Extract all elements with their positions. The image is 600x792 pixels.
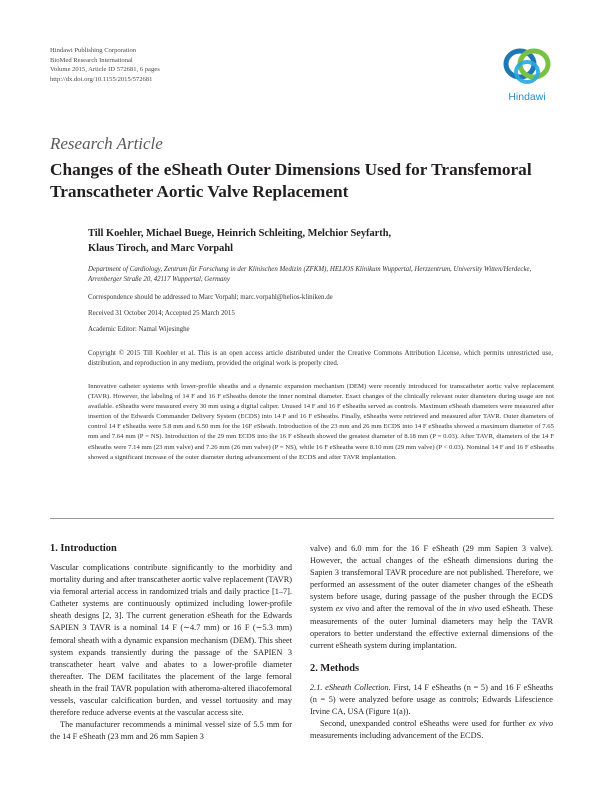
article-type: Research Article: [50, 134, 163, 153]
academic-editor: Academic Editor: Namal Wijesinghe: [88, 326, 190, 333]
in-vivo-term: in vivo: [459, 604, 482, 614]
author-list: [88, 227, 538, 257]
received-accepted-dates: Received 31 October 2014; Accepted 25 March 2015: [88, 310, 235, 317]
intro-paragraph-1: Vascular complications contribute significantly to the morbidity and mortality during and after transcatheter aortic valve replacement (TAVR) via femoral arterial access in randomized trials and daily practice [1–7]. Catheter systems are continuously optimized including lower-profile sheath designs [2, 3]. The current generation eSheath for the Edwards SAPIEN 3 TAVR is a nominal 14 F (∼4.7 mm) or 16 F (∼5.3 mm) femoral sheath with a dynamic expansion mechanism (DEM). This sheet system expands transiently during the passage of the SAPIEN 3 transcatheter heart valve and abates to a lower-profile diameter thereafter. The DEM facilitates the placement of the large femoral sheath in the frail TAVR population with atheroma-altered iliacofemoral vessels, vascular calcification burden, and vessel tortuosity and may therefore reduce adverse events at the vascular access site.: [50, 563, 292, 718]
introduction-heading: 1. Introduction: [50, 543, 117, 554]
volume-line: Volume 2015, Article ID 572681, 6 pages: [50, 66, 160, 74]
journal-header: [50, 46, 160, 84]
hindawi-logo: [497, 44, 557, 108]
intro-paragraph-2-continued: [310, 543, 553, 652]
doi-link[interactable]: http://dx.doi.org/10.1155/2015/572681: [50, 75, 153, 83]
methods-paragraph-2: [310, 718, 553, 742]
intro-text-a: valve) and 6.0 mm for the 16 F eSheath (29 mm Sapien 3 valve). However, the actual changes of the eSheath dimensions during the Sapien 3 transfemoral TAVR procedure are not published. Therefore, we performed an assessment of the outer diameter changes of the eSheath system before usage, during passage of the pusher through the ECDS system: [310, 544, 553, 614]
methods-text-2b: measurements including advancement of the ECDS.: [310, 731, 484, 741]
methods-text-2a: Second, unexpanded control eSheaths were used for further: [320, 719, 526, 729]
abstract: Innovative catheter systems with lower-profile sheaths and a dynamic expansion mechanism (DEM) were recently introduced for transcatheter aortic valve replacement (TAVR). However, the labeling of 14 F and 16 F eSheaths denote the inner nominal diameter. Exact changes of the clinically relevant outer diameters during usage are not available. eSheaths were measured every 30 mm using a digital caliper. Unused 14 F and 16 F eSheaths served as controls. Maximum eSheath diameters were measured after insertion of the Edwards Commander Delivery System (ECDS) into 14 F and 16 F eSheaths. Finally, eSheaths were retrieved and measured after TAVR. Outer diameters of control 14 F eSheaths were 5.8 mm and 6.50 mm for the 16F eSheath. Introduction of the 23 mm and 26 mm ECDS into 14 F eSheaths showed a maximum diameter of 7.65 mm and 7.64 mm (P = NS). Introduction of the 29 mm ECDS into the 16 F eSheath showed the greatest diameter of 8.18 mm (P = 0.03). After TAVR, diameters of the 14 F eSheaths were 7.14 mm (23 mm valve) and 7.26 mm (26 mm valve) (P = NS), while 16 F eSheaths were 8.10 mm (29 mm valve) (P < 0.03). Nominal 14 F and 16 F eSheaths showed a significant increase of the outer diameter during advancement of the ECDS and after TAVR implantation.: [88, 383, 554, 461]
intro-paragraph-2: The manufacturer recommends a minimal vessel size of 5.5 mm for the 14 F eSheath (23 mm and 26 mm Sapien 3: [50, 720, 292, 742]
affiliation: Department of Cardiology, Zentrum für Forschung in der Klinischen Medizin (ZFKM), HELIOS Klinikum Wuppertal, Herzzentrum, University Witten/Herdecke, Arrenberger Straße 20, 42117 Wuppertal, Germany: [88, 266, 532, 284]
authors-line-1: Till Koehler, Michael Buege, Heinrich Schleiting, Melchior Seyfarth,: [88, 228, 392, 239]
methods-heading: 2. Methods: [310, 662, 360, 674]
publisher-line: Hindawi Publishing Corporation: [50, 47, 137, 54]
ex-vivo-term-2: ex vivo: [528, 719, 553, 729]
hindawi-logo-text: Hindawi: [508, 91, 546, 103]
ex-vivo-term: ex vivo: [335, 604, 360, 614]
right-column: [310, 543, 553, 742]
abstract-divider: [50, 518, 554, 519]
methods-paragraph-1: [310, 682, 553, 718]
copyright-notice: Copyright © 2015 Till Koehler et al. This is an open access article distributed under the Creative Commons Attribution License, which permits unrestricted use, distribution, and reproduction in any medium, provided the original work is properly cited.: [88, 350, 553, 368]
intro-text-b: and after the removal of the: [362, 604, 457, 614]
correspondence: Correspondence should be addressed to Marc Vorpahl; marc.vorpahl@helios-kliniken.de: [88, 294, 333, 301]
esheath-collection-subheading: 2.1. eSheath Collection.: [310, 682, 391, 692]
left-column: [50, 542, 292, 743]
methods-text-1: First, 14 F eSheaths (n = 5) and 16 F eSheaths (n = 5) were analyzed before usage as controls; Edwards Lifescience Irvine CA, USA (Figure 1(a)).: [310, 682, 554, 717]
journal-line: BioMed Research International: [50, 56, 133, 64]
paper-title: Changes of the eSheath Outer Dimensions Used for Transfemoral Transcatheter Aortic Valve Replacement: [50, 160, 532, 201]
intro-text-c: used eSheath. These measurements of the outer luminal diameters may help the TAVR operators to better understand the effective external dimensions of the current eSheath system during implantation.: [310, 604, 553, 650]
hindawi-rings-icon: [497, 44, 557, 90]
authors-line-2: Klaus Tiroch, and Marc Vorpahl: [88, 242, 234, 254]
